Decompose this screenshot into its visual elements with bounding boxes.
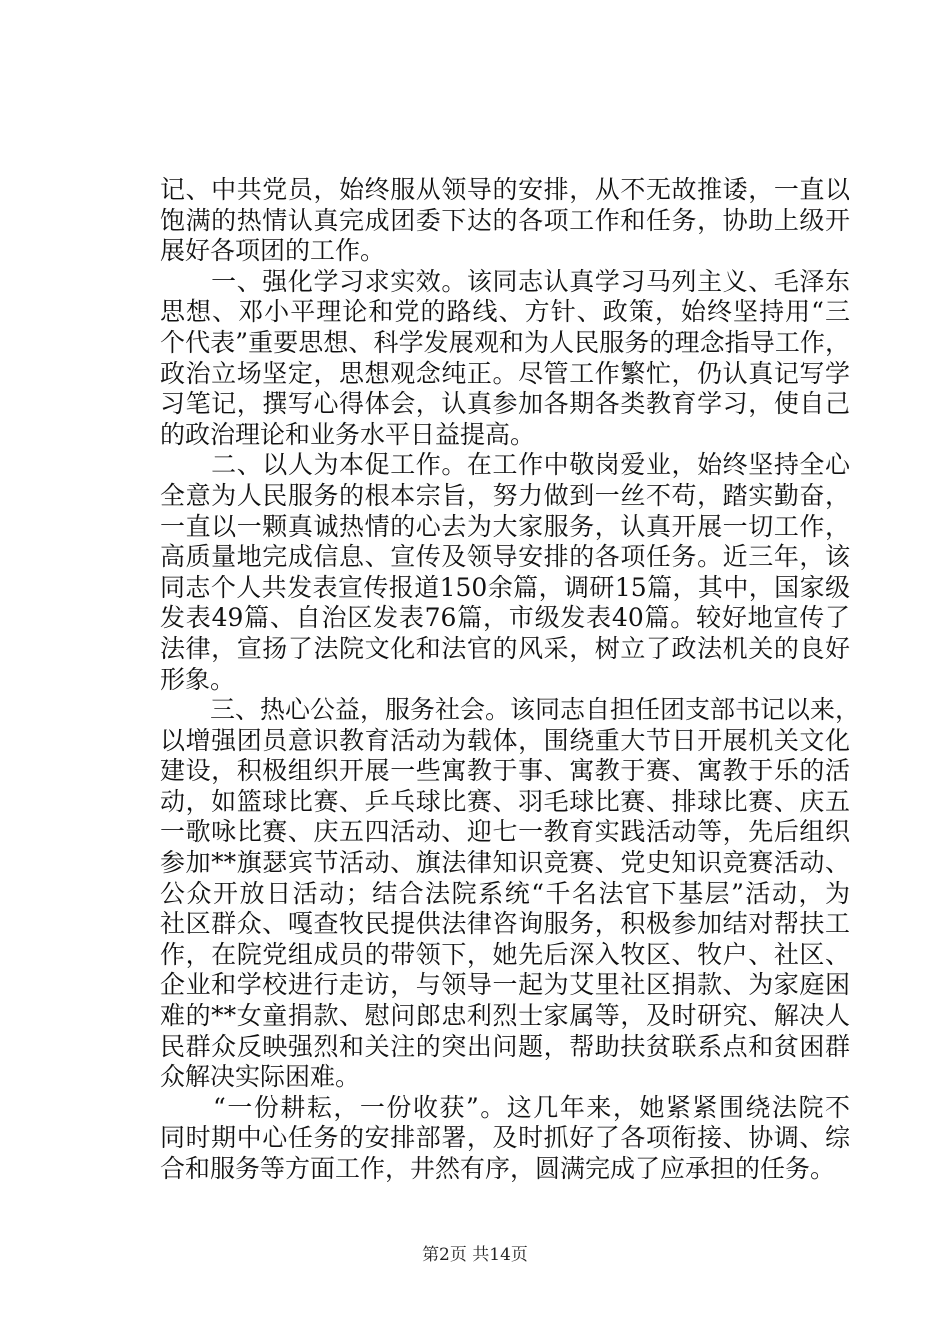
body-text-line: 参加**旗瑟宾节活动、旗法律知识竞赛、党史知识竞赛活动、 — [160, 848, 850, 878]
body-text-line: 思想、邓小平理论和党的路线、方针、政策，始终坚持用“三 — [160, 297, 850, 327]
body-text-line: 作，在院党组成员的带领下，她先后深入牧区、牧户、社区、 — [160, 939, 850, 969]
body-text-line: 以增强团员意识教育活动为载体，围绕重大节日开展机关文化 — [160, 725, 850, 755]
body-text-line: 众解决实际困难。 — [160, 1062, 361, 1092]
body-text-line: 政治立场坚定，思想观念纯正。尽管工作繁忙，仍认真记写学 — [160, 358, 850, 388]
body-text-line: 个代表”重要思想、科学发展观和为人民服务的理念指导工作， — [160, 327, 850, 357]
body-text-line: 企业和学校进行走访，与领导一起为艾里社区捐款、为家庭困 — [160, 970, 850, 1000]
body-text-line: 的政治理论和业务水平日益提高。 — [160, 419, 536, 449]
body-text-line: 建设，积极组织开展一些寓教于事、寓教于赛、寓教于乐的活 — [160, 756, 850, 786]
body-text-line: “一份耕耘，一份收获”。这几年来，她紧紧围绕法院不 — [160, 1092, 850, 1122]
body-text-line: 民群众反映强烈和关注的突出问题，帮助扶贫联系点和贫困群 — [160, 1031, 850, 1061]
body-text-line: 记、中共党员，始终服从领导的安排，从不无故推诿，一直以 — [160, 175, 850, 204]
body-text-line: 一、强化学习求实效。该同志认真学习马列主义、毛泽东 — [160, 266, 850, 296]
body-text-line: 习笔记，撰写心得体会，认真参加各期各类教育学习，使自己 — [160, 389, 850, 419]
body-text-line: 合和服务等方面工作，井然有序，圆满完成了应承担的任务。 — [160, 1154, 836, 1183]
body-text-line: 展好各项团的工作。 — [160, 236, 386, 266]
document-body — [160, 175, 861, 1185]
body-text-line: 全意为人民服务的根本宗旨，努力做到一丝不苟，踏实勤奋， — [160, 480, 850, 510]
body-text-line: 发表49篇、自治区发表76篇，市级发表40篇。较好地宣传了 — [160, 603, 850, 633]
body-text-line: 高质量地完成信息、宣传及领导安排的各项任务。近三年，该 — [160, 542, 850, 572]
body-text-line: 一直以一颗真诚热情的心去为大家服务，认真开展一切工作， — [160, 511, 850, 541]
body-text-line: 公众开放日活动；结合法院系统“千名法官下基层”活动，为 — [160, 878, 850, 908]
body-text-line: 一歌咏比赛、庆五四活动、迎七一教育实践活动等，先后组织 — [160, 817, 850, 847]
body-text-line: 三、热心公益，服务社会。该同志自担任团支部书记以来， — [160, 695, 861, 725]
body-text-line: 饱满的热情认真完成团委下达的各项工作和任务，协助上级开 — [160, 205, 850, 235]
body-text-line: 形象。 — [160, 664, 236, 694]
body-text-line: 社区群众、嘎查牧民提供法律咨询服务，积极参加结对帮扶工 — [160, 909, 850, 939]
body-text-line: 难的**女童捐款、慰问郎忠利烈士家属等，及时研究、解决人 — [160, 1001, 850, 1031]
body-text-line: 同志个人共发表宣传报道150余篇，调研15篇，其中，国家级 — [160, 572, 850, 602]
body-text-line: 法律，宣扬了法院文化和法官的风采，树立了政法机关的良好 — [160, 633, 850, 663]
body-text-line: 二、以人为本促工作。在工作中敬岗爱业，始终坚持全心 — [160, 450, 850, 480]
body-text-line: 同时期中心任务的安排部署，及时抓好了各项衔接、协调、综 — [160, 1123, 850, 1153]
page-number-footer: 第2页 共14页 — [422, 1245, 528, 1265]
body-text-line: 动，如篮球比赛、乒乓球比赛、羽毛球比赛、排球比赛、庆五 — [160, 786, 850, 816]
